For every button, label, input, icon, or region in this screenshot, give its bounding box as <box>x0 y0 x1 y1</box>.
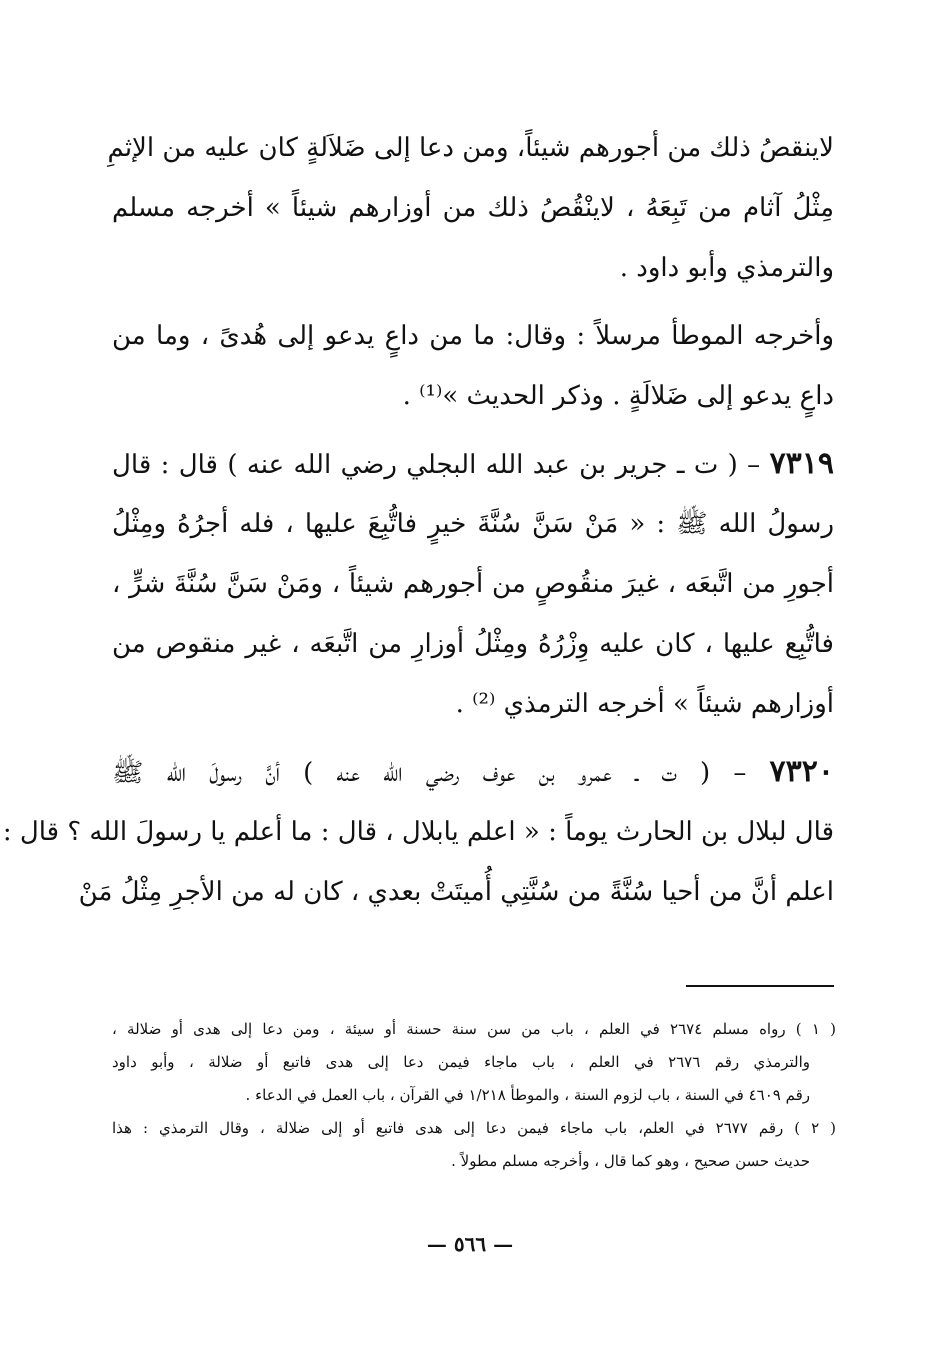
text-line: قال لبلال بن الحارث يوماً : « اعلم يابلال ، قال : ما أعلم يا رسولَ الله ؟ قال : <box>2 817 834 847</box>
text-line: أجورِ من اتَّبعَه ، غيرَ منقُوصٍ من أجورهم شيئاً ، ومَنْ سَنَّ سُنَّةَ شرٍّ ، <box>112 569 834 599</box>
footnotes <box>112 1013 836 1178</box>
paragraph-gap <box>112 298 834 306</box>
footnote-line: والترمذي رقم ٢٦٧٦ في العلم ، باب ماجاء فيمن دعا إلى هدى فاتبع أو ضلالة ، وأبو داود <box>112 1053 810 1071</box>
text-line: داعٍ يدعو إلى ضَلالَةٍ . وذكر الحديث »⁽¹⁾ . <box>402 381 834 411</box>
hadith-heading-7319 <box>112 434 834 494</box>
text-line: لاينقصُ ذلك من أجورهم شيئاً، ومن دعا إلى ضَلاَلةٍ كان عليه من الإثمِ <box>107 133 834 163</box>
hadith-heading-7320 <box>112 742 834 802</box>
footnote-line: ( ١ ) رواه مسلم ٢٦٧٤ في العلم ، باب من سن سنة حسنة أو سيئة ، ومن دعا إلى هدى أو ضلالة ، <box>112 1020 836 1038</box>
main-text <box>2 118 835 922</box>
footnote-divider <box>686 985 834 987</box>
text-line: وأخرجه الموطأ مرسلاً : وقال: ما من داعٍ يدعو إلى هُدىً ، وما من <box>112 321 834 351</box>
hadith-heading-text: – ( ت ـ جرير بن عبد الله البجلي رضي الله عنه ) قال : قال <box>112 450 761 480</box>
hadith-number: ٧٣١٩ <box>769 446 835 481</box>
text-line: مِثْلُ آثام من تَبِعَهُ ، لاينْقُصُ ذلك من أوزارهم شيئاً » أخرجه مسلم <box>112 193 834 223</box>
text-line: فاتُّبِع عليها ، كان عليه وِزْرُهُ ومِثْلُ أوزارِ من اتَّبعَه ، غير منقوص من <box>112 629 834 659</box>
footnote-line: رقم ٤٦٠٩ في السنة ، باب لزوم السنة ، والموطأ ١/٢١٨ في القرآن ، باب العمل في الدعاء . <box>245 1086 810 1104</box>
paragraph-gap <box>112 734 834 742</box>
text-line: أوزارهم شيئاً » أخرجه الترمذي ⁽²⁾ . <box>455 689 834 719</box>
text-line: رسولُ الله ﷺ : « مَنْ سَنَّ سُنَّةَ خيرٍ فاتُّبِعَ عليها ، فله أجرُهُ ومِثْلُ <box>112 509 834 539</box>
page-number: — ٥٦٦ — <box>426 1232 514 1256</box>
text-line: اعلم أنَّ من أحيا سُنَّةً من سُنَّتِي أُميتَتْ بعدي ، كان له من الأجرِ مِثْلُ مَنْ <box>78 877 834 907</box>
footnote-line: ( ٢ ) رقم ٢٦٧٧ في العلم، باب ماجاء فيمن دعا إلى هدى فاتبع أو إلى ضلالة ، وقال الترمذي : هذا <box>112 1119 836 1137</box>
hadith-heading-text: – ( ت ـ عمرو بن عوف رضي الله عنه ) أنَّ رسولَ الله ﷺ <box>112 758 747 788</box>
footnote-line: حديث حسن صحيح ، وهو كما قال ، وأخرجه مسلم مطولاً . <box>451 1152 810 1170</box>
paragraph-gap <box>112 426 834 434</box>
text-line: والترمذي وأبو داود . <box>619 253 834 283</box>
hadith-number: ٧٣٢٠ <box>769 754 834 789</box>
